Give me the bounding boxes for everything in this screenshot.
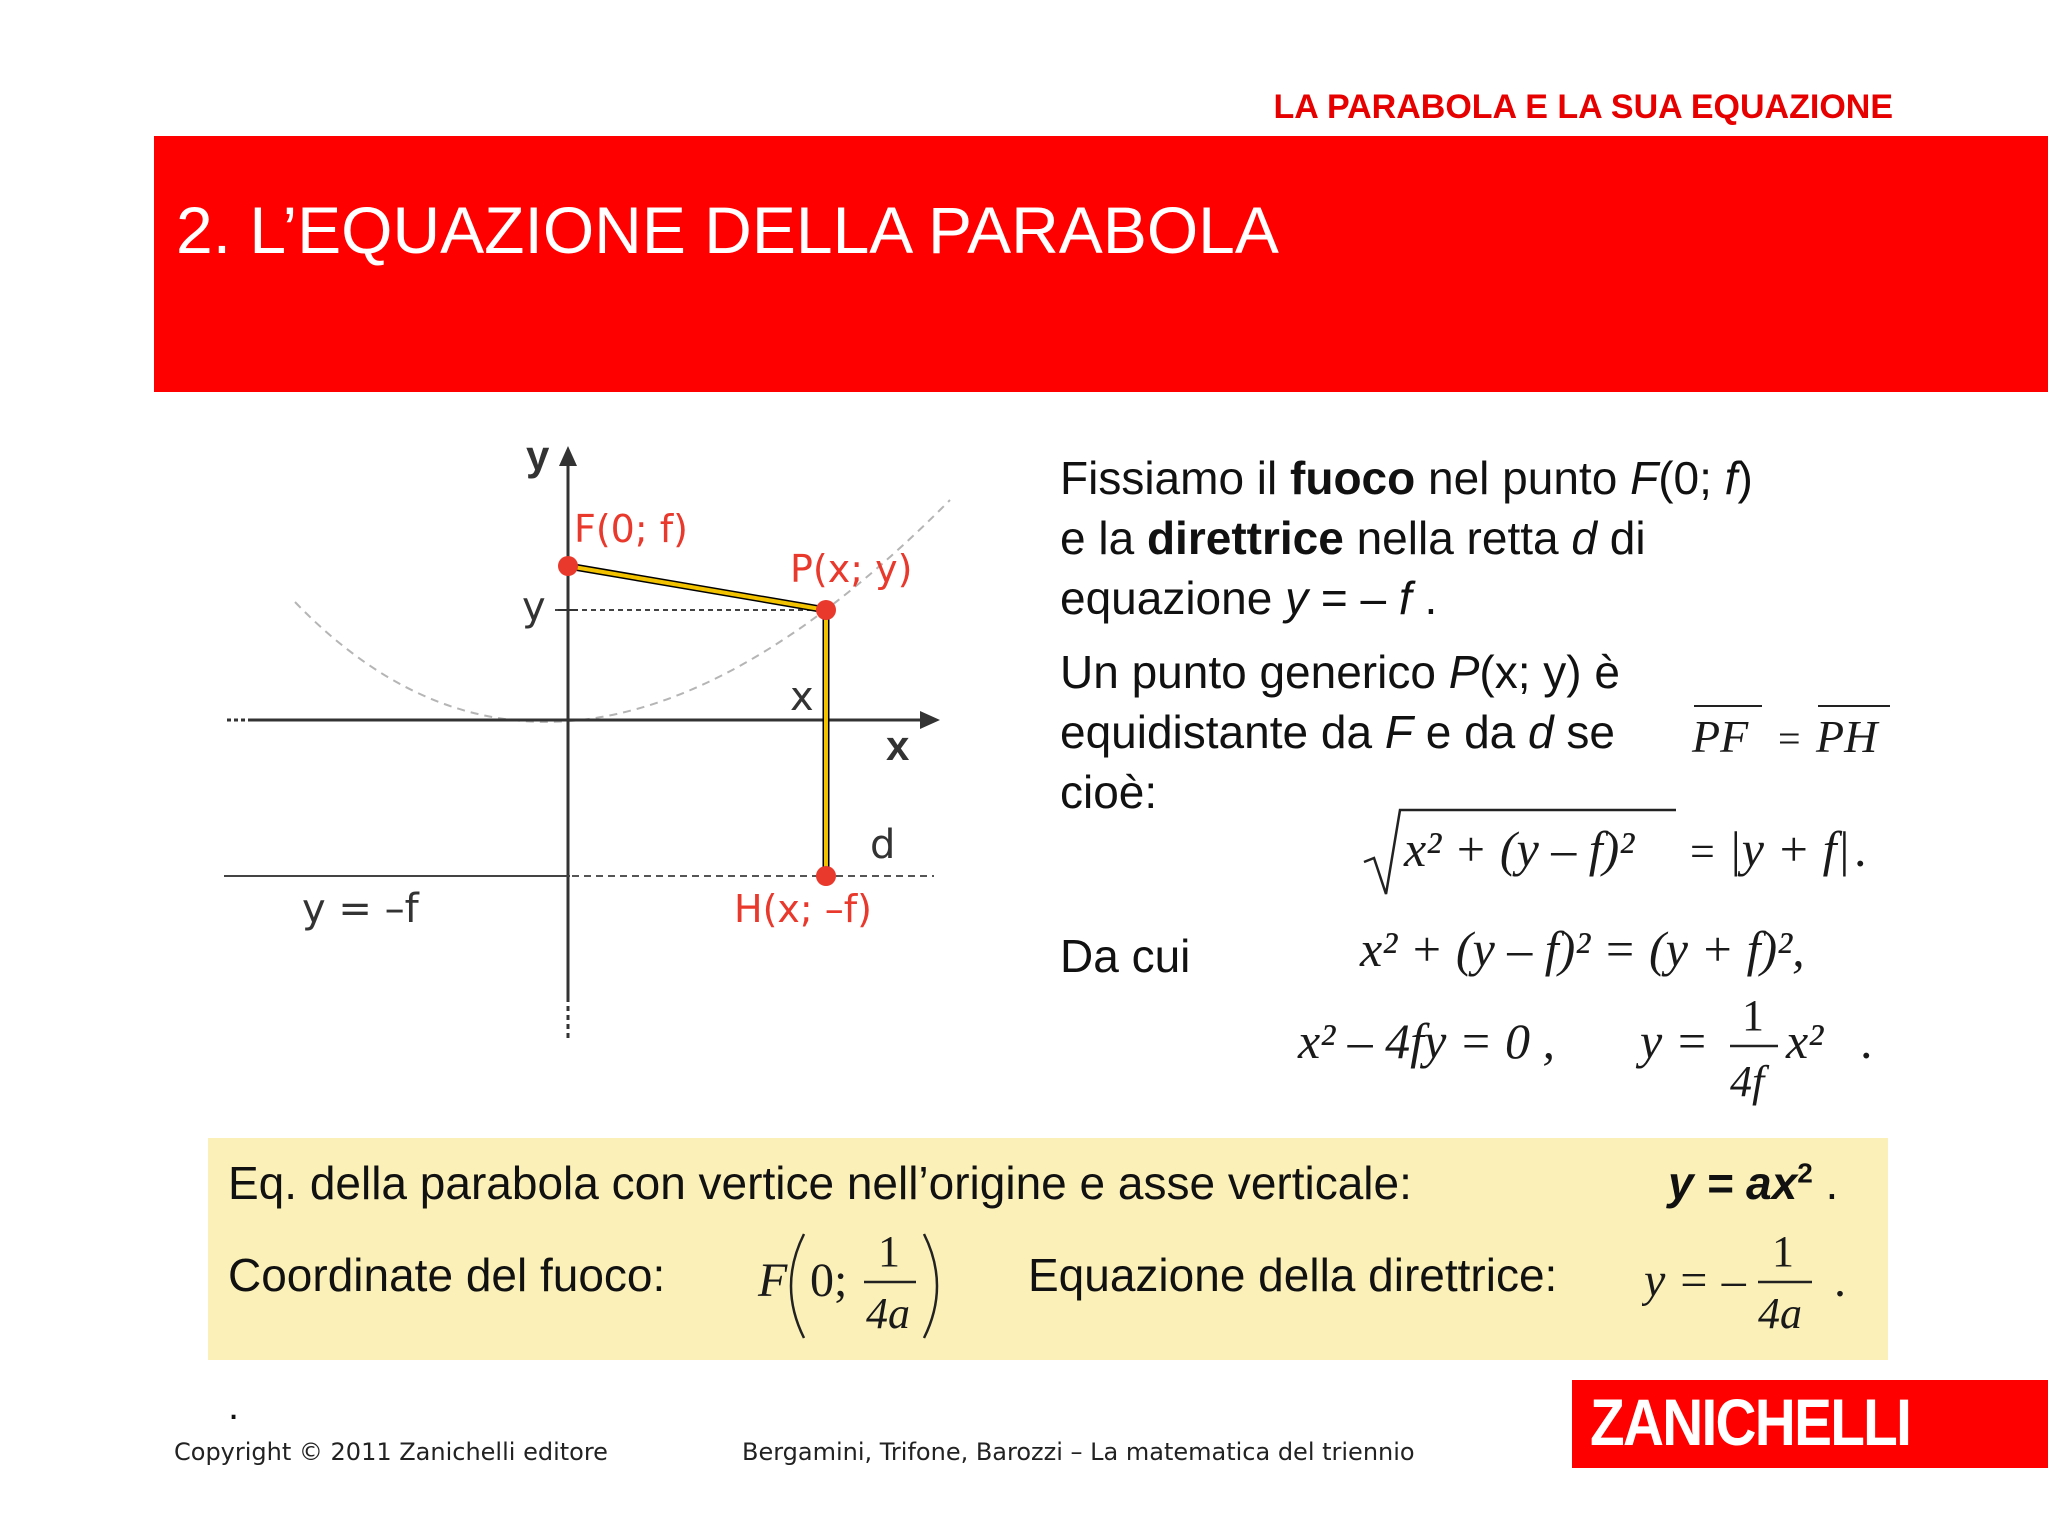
focus-label: F(0; f) — [574, 507, 688, 551]
equation-result — [1294, 990, 1894, 1120]
y-tick-label: y — [522, 584, 546, 630]
page-title — [176, 192, 1279, 268]
point-p — [816, 600, 836, 620]
y-axis-arrow — [559, 446, 577, 466]
svg-text:PF: PF — [1692, 711, 1749, 762]
svg-text:=: = — [1690, 827, 1715, 876]
term-direttrice: direttrice — [1146, 512, 1344, 564]
svg-text:y =: y = — [1640, 1013, 1709, 1069]
text-da-cui: Da cui — [1060, 930, 1191, 982]
text-line-6: cioè: — [1060, 766, 1158, 818]
stray-dot: . — [228, 1384, 240, 1428]
svg-text:.: . — [1834, 1254, 1846, 1307]
x-axis-label: x — [886, 722, 910, 769]
summary-directrix-formula — [1642, 1214, 1882, 1354]
text-line-1: Fissiamo il fuoco nel punto F(0; f) — [1060, 452, 1753, 504]
svg-text:1: 1 — [1742, 991, 1764, 1040]
summary-equation: $y = ax^2$ . — [1668, 1157, 1839, 1209]
svg-text:PH: PH — [1816, 711, 1878, 762]
summary-directrix-label: Equazione della direttrice: — [1028, 1249, 1558, 1301]
svg-text:.: . — [1854, 821, 1867, 877]
logo-text: ZANICHELLI — [1590, 1385, 1911, 1459]
y-axis-label: y — [526, 432, 550, 479]
x-tick-label: x — [790, 674, 814, 720]
svg-text:x² – 4fy = 0 ,: x² – 4fy = 0 , — [1298, 1013, 1556, 1069]
text-line-2: e la direttrice nella retta d di — [1060, 512, 1646, 564]
equation-pf-ph — [1686, 696, 1896, 766]
svg-text:x² + (y – f)²: x² + (y – f)² — [1404, 821, 1635, 877]
parabola-diagram — [210, 430, 970, 1050]
svg-text:.: . — [1860, 1013, 1873, 1069]
focus-point — [558, 556, 578, 576]
point-p-label: P(x; y) — [790, 547, 913, 591]
directrix-equation: y = –f — [302, 886, 419, 932]
svg-text:4a: 4a — [866, 1289, 910, 1338]
section-header: LA PARABOLA E LA SUA EQUAZIONE — [1273, 88, 1893, 126]
text-line-4: Un punto generico P(x; y) è — [1060, 646, 1620, 698]
svg-text:=: = — [1778, 716, 1801, 761]
equation-distance — [1360, 800, 1880, 900]
svg-text:x²: x² — [1786, 1013, 1824, 1069]
point-h — [816, 866, 836, 886]
copyright: Copyright © 2011 Zanichelli editore — [174, 1438, 608, 1466]
svg-text:F: F — [758, 1254, 788, 1307]
directrix-name: d — [870, 822, 896, 868]
svg-text:1: 1 — [1772, 1227, 1794, 1276]
title-text: L’EQUAZIONE DELLA PARABOLA — [249, 193, 1279, 267]
summary-focus-label: Coordinate del fuoco: — [228, 1249, 666, 1301]
text-line-3: equazione y = – f . — [1060, 572, 1438, 624]
svg-text:0;: 0; — [810, 1254, 848, 1307]
authors: Bergamini, Trifone, Barozzi – La matematica del triennio — [742, 1438, 1415, 1466]
summary-line-1: Eq. della parabola con vertice nell’origine e asse verticale: — [228, 1157, 1412, 1209]
x-axis-arrow — [920, 711, 940, 729]
title-number: 2. — [176, 193, 232, 267]
svg-text:4f: 4f — [1730, 1057, 1765, 1106]
svg-text:x² + (y – f)² = (y + f)²,: x² + (y – f)² = (y + f)², — [1360, 921, 1805, 977]
text-line-5: equidistante da F e da d se — [1060, 706, 1615, 758]
summary-box — [208, 1138, 1888, 1360]
point-h-label: H(x; –f) — [734, 887, 872, 931]
equation-squared — [1356, 902, 1896, 992]
svg-text:y = –: y = – — [1644, 1254, 1746, 1307]
svg-text:|y + f|: |y + f| — [1728, 821, 1851, 877]
svg-text:4a: 4a — [1758, 1289, 1802, 1338]
svg-text:1: 1 — [878, 1227, 900, 1276]
summary-focus-formula — [756, 1214, 956, 1354]
term-fuoco: fuoco — [1290, 452, 1416, 504]
zanichelli-logo — [1572, 1380, 2048, 1468]
